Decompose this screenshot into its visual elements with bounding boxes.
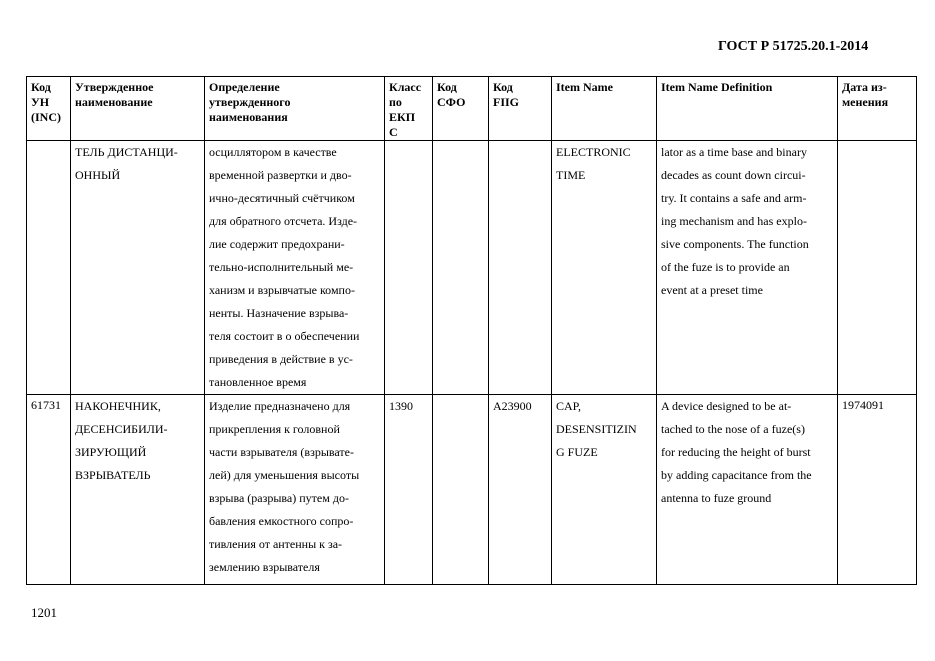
specification-table [26,76,917,585]
cell-text-line: теля состоит в о обеспечении [209,329,360,343]
cell-text-line: наименование [75,95,153,109]
cell-inc-code: 61731 [27,395,71,585]
header-inc-code [27,77,71,141]
header-sfo-code [433,77,489,141]
cell-text-line: FIIG [493,95,520,109]
cell-text-line: lator as a time base and binary [661,145,807,159]
cell-class: 1390 [385,395,433,585]
cell-text-line: Дата из- [842,80,887,94]
cell-text-line: sive components. The function [661,237,809,251]
cell-text-line: временной развертки и дво- [209,168,352,182]
cell-text-line: лей) для уменьшения высоты [209,468,360,482]
header-item-name-definition [657,77,838,141]
cell-change-date: 1974091 [838,395,917,585]
cell-text-line: ELECTRONIC [556,145,631,159]
cell-sfo-code [433,141,489,395]
cell-text-line: части взрывателя (взрывате- [209,445,354,459]
cell-text-line: CAP, [556,399,582,413]
cell-definition [205,141,385,395]
page-number: 1201 [31,605,57,620]
cell-text-line: ЗИРУЮЩИЙ [75,445,147,459]
cell-text-line: by adding capacitance from the [661,468,812,482]
cell-text-line: Item Name Definition [661,80,773,94]
cell-inc-code [27,141,71,395]
cell-text-line: antenna to fuze ground [661,491,772,505]
cell-text-line: of the fuze is to provide an [661,260,790,274]
cell-text-line: DESENSITIZIN [556,422,637,436]
cell-item-name [552,395,657,585]
cell-fiig-code [489,141,552,395]
cell-text-line: СФО [437,95,466,109]
cell-text-line: (INC) [31,110,61,124]
cell-text-line: тивления от антенны к за- [209,537,343,551]
cell-text-line: приведения в действие в ус- [209,352,353,366]
cell-text-line: бавления емкостного сопро- [209,514,354,528]
cell-text-line: decades as count down circui- [661,168,806,182]
header-class [385,77,433,141]
cell-text-line: НАКОНЕЧНИК, [75,399,161,413]
table-header-row [27,77,917,141]
cell-text-line: наименования [209,110,288,124]
cell-text-line: менения [842,95,889,109]
cell-text-line: A device designed to be at- [661,399,792,413]
cell-text-line: event at a preset time [661,283,763,297]
cell-text-line: tached to the nose of a fuze(s) [661,422,805,436]
cell-text-line: ханизм и взрывчатые компо- [209,283,355,297]
cell-text-line: Класс [389,80,422,94]
table-row [27,141,917,395]
cell-sfo-code [433,395,489,585]
cell-text-line: ДЕСЕНСИБИЛИ- [75,422,168,436]
cell-item-name-definition [657,141,838,395]
cell-text-line: лие содержит предохрани- [209,237,345,251]
cell-text-line: утвержденного [209,95,291,109]
header-item-name [552,77,657,141]
cell-text-line: Код [493,80,513,94]
cell-text-line: ing mechanism and has explo- [661,214,807,228]
cell-text-line: землению взрывателя [209,560,320,574]
cell-text-line: ВЗРЫВАТЕЛЬ [75,468,151,482]
cell-text-line: С [389,125,398,139]
cell-fiig-code: A23900 [489,395,552,585]
cell-text-line: ОННЫЙ [75,168,121,182]
cell-text-line: Изделие предназначено для [209,399,351,413]
cell-text-line: УН [31,95,50,109]
document-header: ГОСТ Р 51725.20.1-2014 [718,39,869,54]
cell-text-line: тельно-исполнительный ме- [209,260,354,274]
cell-text-line: тановленное время [209,375,307,389]
cell-approved-name [71,395,205,585]
cell-item-name [552,141,657,395]
cell-text-line: Определение [209,80,280,94]
cell-text-line: осциллятором в качестве [209,145,337,159]
cell-text-line: ТЕЛЬ ДИСТАНЦИ- [75,145,178,159]
cell-class [385,141,433,395]
cell-text-line: ЕКП [389,110,416,124]
cell-text-line: Утвержденное [75,80,154,94]
cell-text-line: взрыва (разрыва) путем до- [209,491,349,505]
cell-text-line: ненты. Назначение взрыва- [209,306,349,320]
header-fiig-code [489,77,552,141]
cell-text-line: try. It contains a safe and arm- [661,191,807,205]
cell-definition [205,395,385,585]
cell-text-line: по [389,95,402,109]
cell-text-line: ично-десятичный счётчиком [209,191,355,205]
cell-text-line: для обратного отсчета. Изде- [209,214,358,228]
header-definition [205,77,385,141]
cell-text-line: Item Name [556,80,613,94]
cell-approved-name [71,141,205,395]
cell-text-line: прикрепления к головной [209,422,340,436]
cell-change-date [838,141,917,395]
header-approved-name [71,77,205,141]
cell-text-line: Код [437,80,457,94]
table-row [27,395,917,585]
header-change-date [838,77,917,141]
cell-item-name-definition [657,395,838,585]
cell-text-line: TIME [556,168,586,182]
cell-text-line: Код [31,80,51,94]
cell-text-line: G FUZE [556,445,598,459]
cell-text-line: for reducing the height of burst [661,445,811,459]
